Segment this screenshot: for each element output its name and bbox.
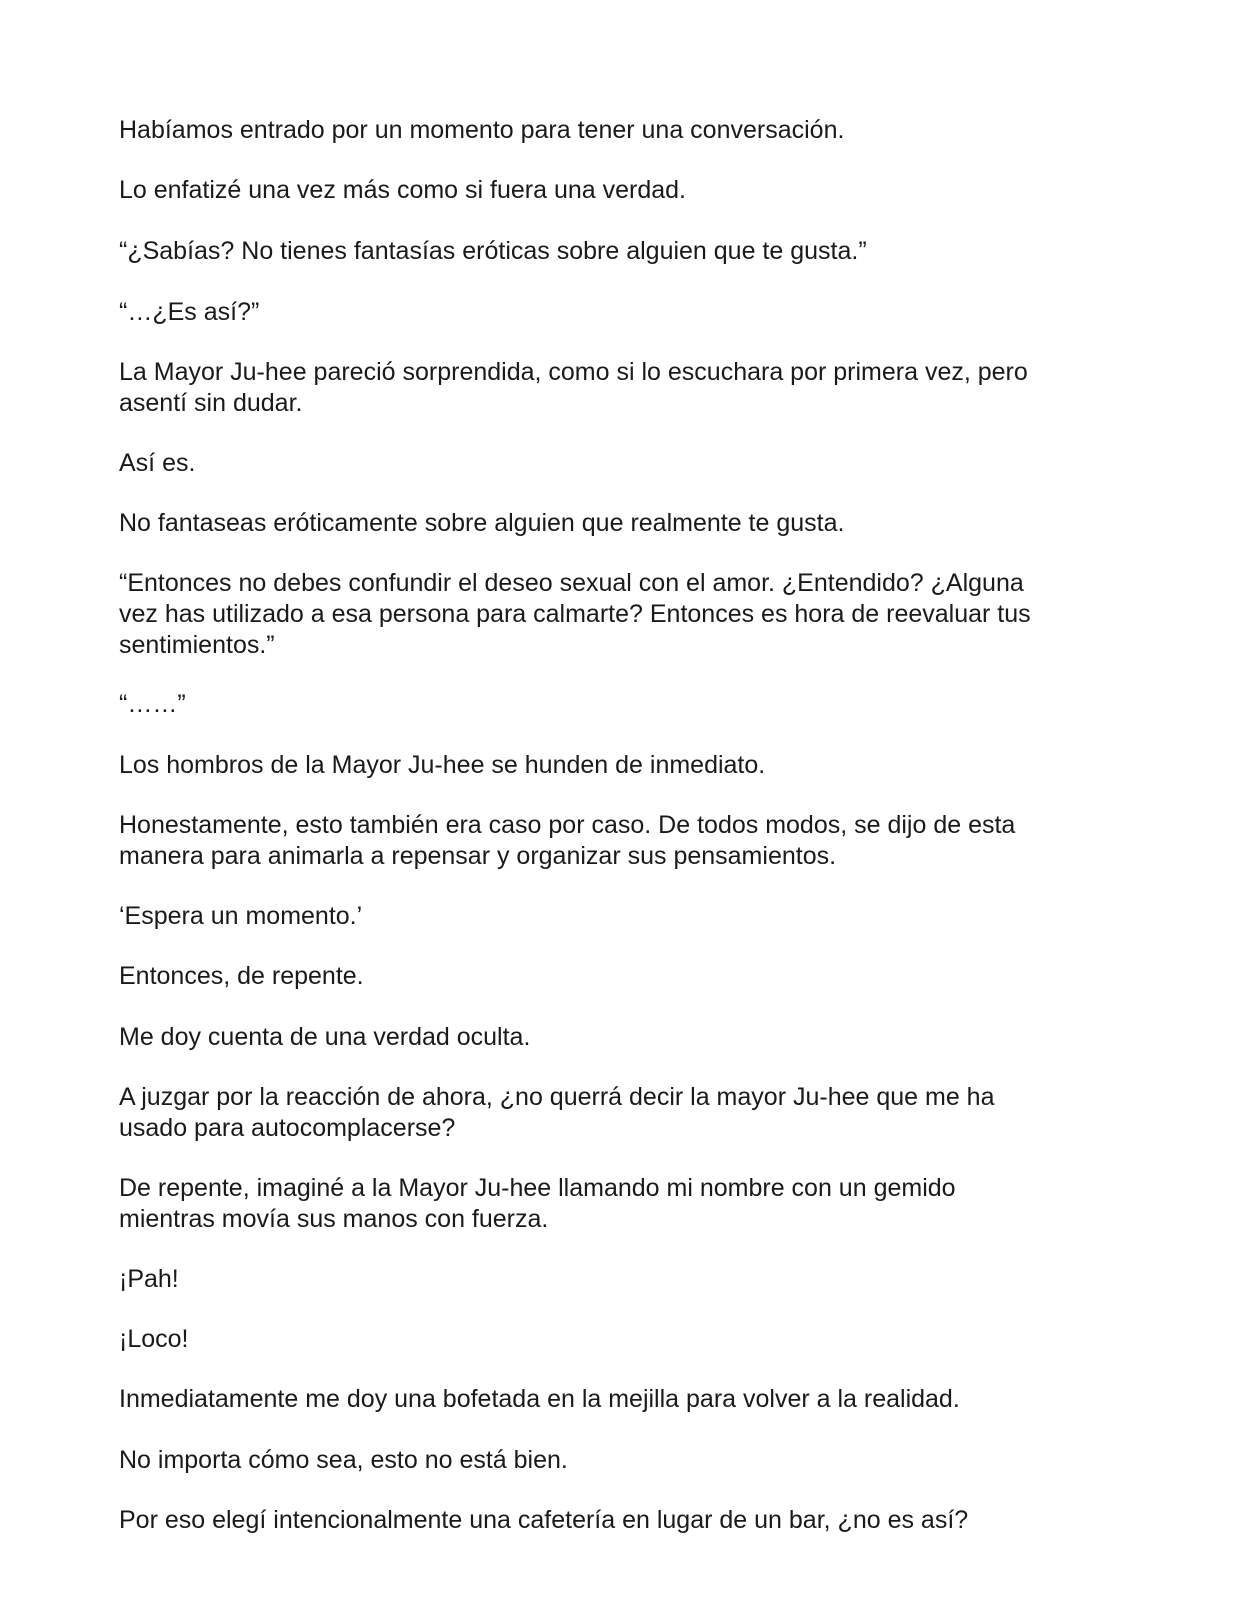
paragraph-15: A juzgar por la reacción de ahora, ¿no querrá decir la mayor Ju-hee que me ha usado para autocomplacerse? bbox=[119, 1083, 995, 1142]
paragraph-19: Inmediatamente me doy una bofetada en la mejilla para volver a la realidad. bbox=[119, 1385, 960, 1413]
paragraph-4: “…¿Es así?” bbox=[119, 298, 260, 326]
paragraph-11: Honestamente, esto también era caso por caso. De todos modos, se dijo de esta manera para animarla a repensar y organizar sus pensamientos. bbox=[119, 811, 1016, 870]
paragraph-10: Los hombros de la Mayor Ju-hee se hunden de inmediato. bbox=[119, 751, 766, 779]
paragraph-8: “Entonces no debes confundir el deseo sexual con el amor. ¿Entendido? ¿Alguna vez has utilizado a esa persona para calmarte? Entonces es hora de reevaluar tus sentimientos.” bbox=[119, 569, 1031, 659]
paragraph-5: La Mayor Ju-hee pareció sorprendida, como si lo escuchara por primera vez, pero asentí sin dudar. bbox=[119, 358, 1028, 417]
paragraph-3: “¿Sabías? No tienes fantasías eróticas sobre alguien que te gusta.” bbox=[119, 237, 867, 265]
paragraph-14: Me doy cuenta de una verdad oculta. bbox=[119, 1023, 531, 1051]
paragraph-2: Lo enfatizé una vez más como si fuera una verdad. bbox=[119, 176, 686, 204]
paragraph-16: De repente, imaginé a la Mayor Ju-hee llamando mi nombre con un gemido mientras movía sus manos con fuerza. bbox=[119, 1174, 956, 1233]
paragraph-17: ¡Pah! bbox=[119, 1265, 179, 1293]
paragraph-6: Así es. bbox=[119, 449, 196, 477]
paragraph-13: Entonces, de repente. bbox=[119, 962, 364, 990]
paragraph-1: Habíamos entrado por un momento para tener una conversación. bbox=[119, 116, 845, 144]
paragraph-20: No importa cómo sea, esto no está bien. bbox=[119, 1446, 568, 1474]
paragraph-9: “……” bbox=[119, 690, 186, 718]
paragraph-21: Por eso elegí intencionalmente una cafetería en lugar de un bar, ¿no es así? bbox=[119, 1506, 969, 1534]
paragraph-7: No fantaseas eróticamente sobre alguien que realmente te gusta. bbox=[119, 509, 845, 537]
paragraph-18: ¡Loco! bbox=[119, 1325, 189, 1353]
paragraph-12: ‘Espera un momento.’ bbox=[119, 902, 363, 930]
